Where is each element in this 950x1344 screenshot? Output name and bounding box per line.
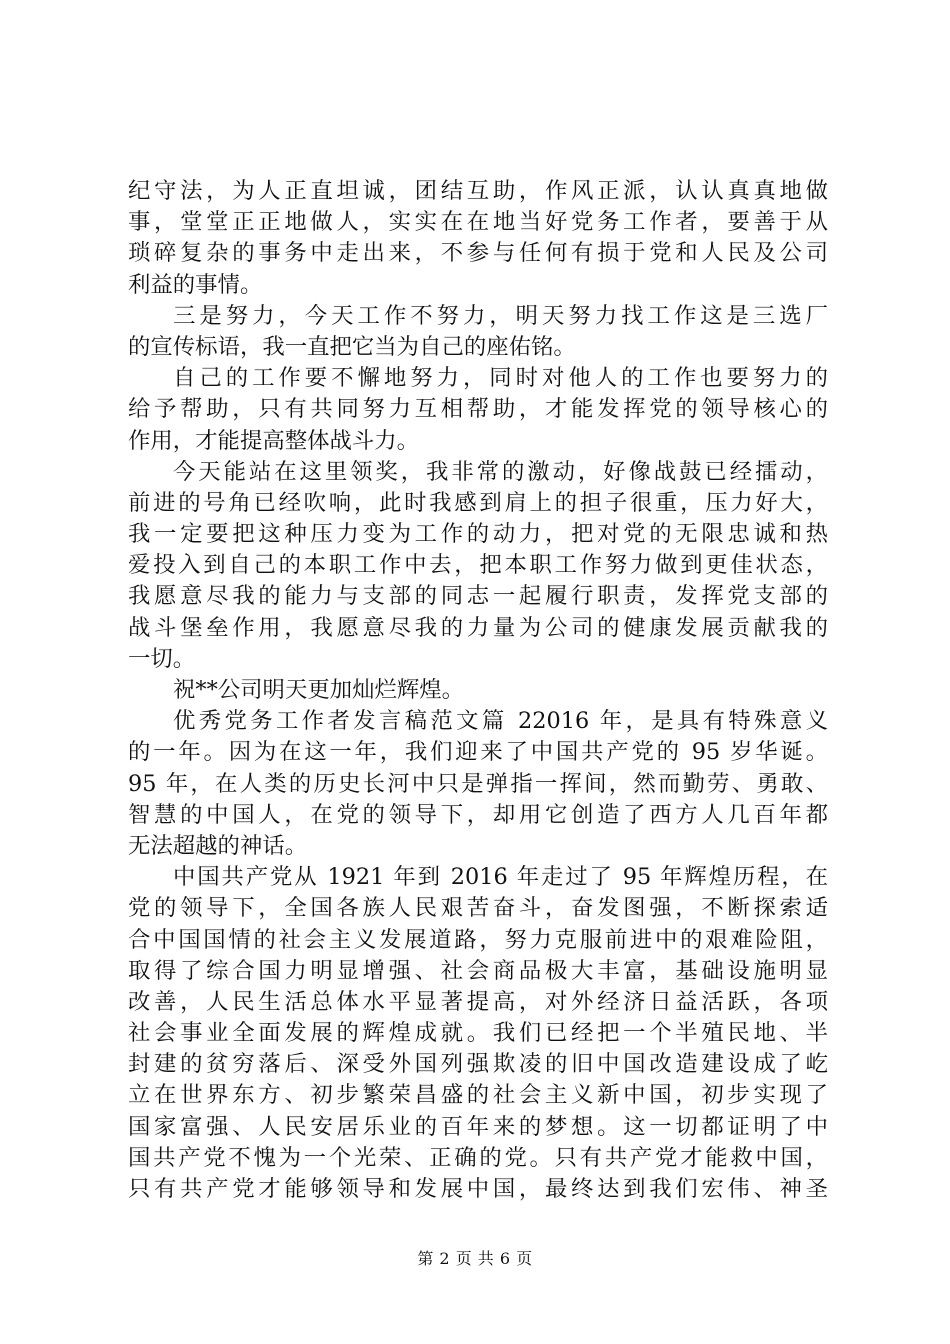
text-line: 爱投入到自己的本职工作中去，把本职工作努力做到更佳状态， [128,552,828,579]
text-line: 优秀党务工作者发言稿范文篇 22016 年，是具有特殊意义 [173,708,828,735]
text-line: 一切。 [128,645,196,672]
text-line: 国家富强、人民安居乐业的百年来的梦想。这一切都证明了中 [128,1113,828,1140]
text-line: 只有共产党才能够领导和发展中国，最终达到我们宏伟、神圣 [128,1176,828,1202]
text-line: 合中国国情的社会主义发展道路，努力克服前进中的艰难险阻， [128,926,828,953]
text-line: 给予帮助，只有共同努力互相帮助，才能发挥党的领导核心的 [128,396,828,423]
text-line: 的宣传标语，我一直把它当为自己的座佑铭。 [128,333,576,360]
text-line: 社会事业全面发展的辉煌成就。我们已经把一个半殖民地、半 [128,1020,828,1047]
text-line: 取得了综合国力明显增强、社会商品极大丰富，基础设施明显 [128,957,828,984]
text-line: 改善，人民生活总体水平显著提高，对外经济日益活跃，各项 [128,988,828,1015]
text-line: 琐碎复杂的事务中走出来，不参与任何有损于党和人民及公司 [128,240,828,267]
text-line: 利益的事情。 [128,271,263,298]
document-body [128,176,828,1205]
text-line: 纪守法，为人正直坦诚，团结互助，作风正派，认认真真地做 [128,178,828,204]
text-line: 立在世界东方、初步繁荣昌盛的社会主义新中国，初步实现了 [128,1082,828,1109]
text-line: 我愿意尽我的能力与支部的同志一起履行职责，发挥党支部的 [128,583,828,610]
text-line: 自己的工作要不懈地努力，同时对他人的工作也要努力的 [173,365,828,392]
text-line: 三是努力，今天工作不努力，明天努力找工作这是三选厂 [173,302,828,329]
text-line: 的一年。因为在这一年，我们迎来了中国共产党的 95 岁华诞。 [128,739,828,766]
text-line: 封建的贫穷落后、深受外国列强欺凌的旧中国改造建设成了屹 [128,1051,828,1078]
text-line: 今天能站在这里领奖，我非常的激动，好像战鼓已经擂动， [173,458,828,485]
text-line: 战斗堡垒作用，我愿意尽我的力量为公司的健康发展贡献我的 [128,614,828,641]
text-line: 中国共产党从 1921 年到 2016 年走过了 95 年辉煌历程，在 [173,864,828,891]
text-line: 党的领导下，全国各族人民艰苦奋斗，奋发图强，不断探索适 [128,895,828,922]
text-line: 事，堂堂正正地做人，实实在在地当好党务工作者，要善于从 [128,209,828,236]
text-line: 前进的号角已经吹响，此时我感到肩上的担子很重，压力好大， [128,489,828,516]
text-line: 国共产党不愧为一个光荣、正确的党。只有共产党才能救中国， [128,1144,828,1171]
text-line: 无法超越的神话。 [128,832,308,859]
text-line: 祝**公司明天更加灿烂辉煌。 [173,677,465,703]
page-footer: 第 2 页 共 6 页 [417,1249,533,1268]
text-line: 我一定要把这种压力变为工作的动力，把对党的无限忠诚和热 [128,521,828,548]
text-line: 智慧的中国人，在党的领导下，却用它创造了西方人几百年都 [128,801,828,828]
text-line: 作用，才能提高整体战斗力。 [128,427,420,454]
text-line: 95 年，在人类的历史长河中只是弹指一挥间，然而勤劳、勇敢、 [128,770,828,797]
